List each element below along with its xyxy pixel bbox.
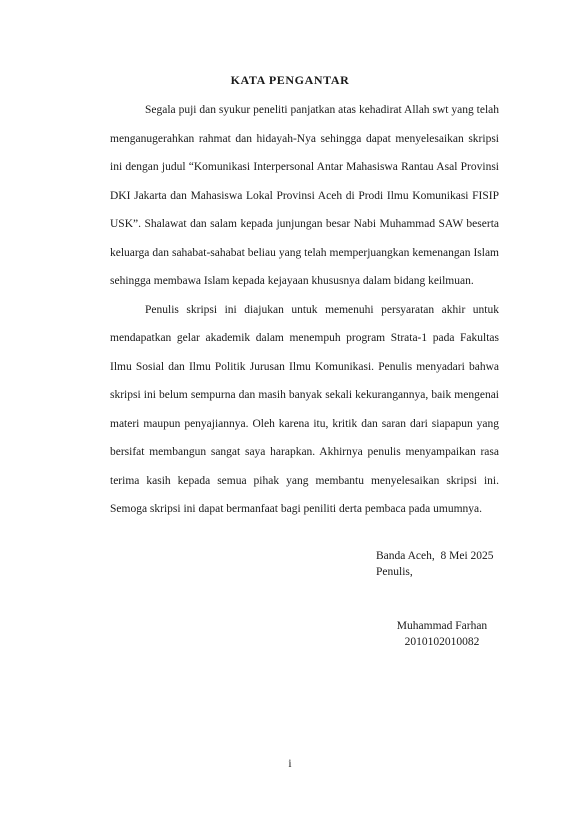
signature-role: Penulis, (376, 566, 413, 578)
signature-place-block (376, 548, 494, 580)
paragraph-2: Penulis skripsi ini diajukan untuk memenuhi persyaratan akhir untuk mendapatkan gelar akademik dalam menempuh program Strata-1 pada Fakultas Ilmu Sosial dan Ilmu Politik Jurusan Ilmu Komunikasi. Penulis menyadari bahwa skripsi ini belum sempurna dan masih banyak sekali kekurangannya, baik mengenai materi maupun penyajiannya. Oleh karena itu, kritik dan saran dari siapapun yang bersifat membangun sangat saya harapkan. Akhirnya penulis menyampaikan rasa terima kasih kepada semua pihak yang membantu menyelesaikan skripsi ini. Semoga skripsi ini dapat bermanfaat bagi peniliti derta pembaca pada umumnya. (110, 303, 499, 515)
signature-student-id: 2010102010082 (404, 636, 480, 648)
paragraph-1: Segala puji dan syukur peneliti panjatkan atas kehadirat Allah swt yang telah menganugerahkan rahmat dan hidayah-Nya sehingga dapat menyelesaikan skripsi ini dengan judul “Komunikasi Interpersonal Antar Mahasiswa Rantau Asal Provinsi DKI Jakarta dan Mahasiswa Lokal Provinsi Aceh di Prodi Ilmu Komunikasi FISIP USK”. Shalawat dan salam kepada junjungan besar Nabi Muhammad SAW beserta keluarga dan sahabat-sahabat beliau yang telah memperjuangkan kemenangan Islam sehingga membawa Islam kepada kejayaan khususnya dalam bidang keilmuan. (110, 104, 499, 287)
signature-place-date: Banda Aceh, 8 Mei 2025 (376, 550, 494, 562)
signature-name: Muhammad Farhan (396, 620, 488, 632)
signature-name-block (380, 618, 504, 650)
page-title: KATA PENGANTAR (230, 73, 350, 87)
body-text (110, 96, 499, 524)
page-number: i (288, 758, 292, 770)
